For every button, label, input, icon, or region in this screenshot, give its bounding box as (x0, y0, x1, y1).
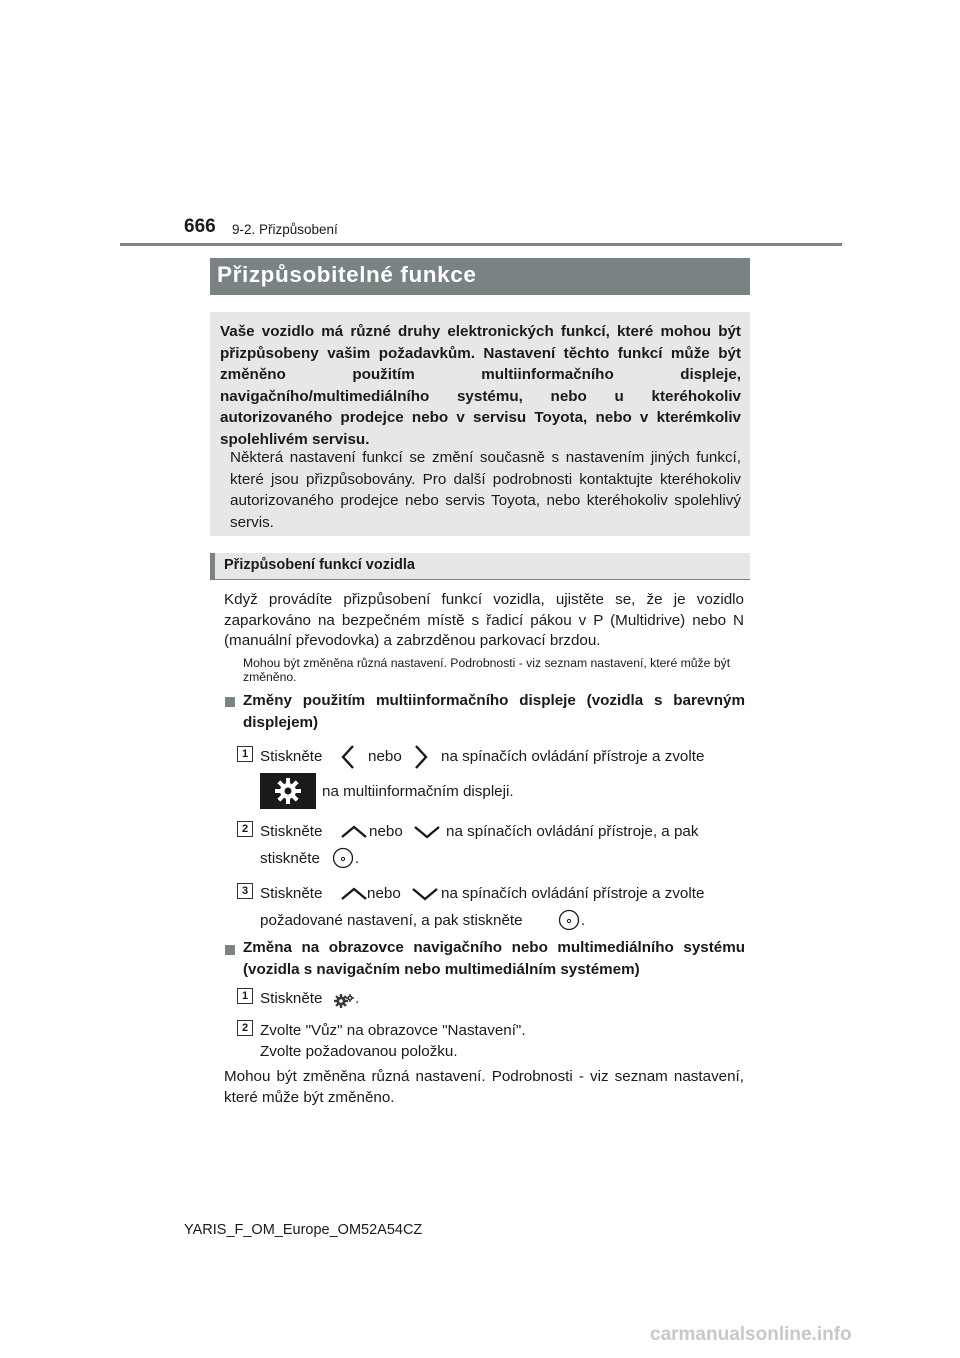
step-2-text-b: nebo (369, 823, 403, 840)
intro-note: Některá nastavení funkcí se změní současně s nastavením jiných funkcí, které jsou přizpůsobovány. Pro další podrobnosti kontaktujte kteréhokoliv autorizovaného prodejce nebo servis Toyota, nebo kteréhokoliv spolehlivý servis. (230, 449, 741, 531)
mid-display-heading: Změny použitím multiinformačního displeje (vozidla s barevným displejem) (243, 692, 745, 731)
settings-display-icon (260, 773, 316, 809)
up-arrow-icon (340, 886, 368, 902)
step-3-text-c: na spínačích ovládání přístroje a zvolte (441, 885, 705, 902)
gear-icon (260, 773, 316, 809)
nav-step-2-text-b: Zvolte požadovanou položku. (260, 1043, 458, 1060)
watermark: carmanualsonline.info (650, 1324, 852, 1345)
step-2-text-e: . (355, 850, 360, 867)
intro-text: Vaše vozidlo má různé druhy elektronických funkcí, které mohou být přizpůsobeny vašim požadavkům. Nastavení těchto funkcí může být změněno použitím multiinformačního displeje, navigačního/multimediálního systému, nebo u kteréhokoliv autorizovaného prodejce nebo v servisu Toyota, nebo v kterémkoliv spolehlivém servisu. (220, 323, 741, 448)
section-divider (210, 579, 750, 580)
up-arrow-icon (340, 824, 368, 840)
document-footer-code: YARIS_F_OM_Europe_OM52A54CZ (184, 1222, 423, 1238)
square-bullet-icon (225, 697, 235, 707)
header-divider (120, 243, 842, 246)
nav-step-1-text-a: Stiskněte (260, 990, 323, 1007)
step-1-text-a: Stiskněte (260, 748, 323, 765)
closing-paragraph: Mohou být změněna různá nastavení. Podrobnosti - viz seznam nastavení, které může být změněno. (224, 1068, 744, 1106)
nav-system-heading: Změna na obrazovce navigačního nebo multimediálního systému (vozidla s navigačním nebo multimediálním systémem) (243, 939, 745, 978)
step-3-text-d: požadované nastavení, a pak stiskněte (260, 912, 523, 929)
intro-box (210, 312, 750, 536)
step-1-text-d: na multiinformačním displeji. (322, 783, 514, 800)
nav-step-2-text-a: Zvolte "Vůz" na obrazovce "Nastavení". (260, 1022, 526, 1039)
settings-gear-icon (333, 992, 355, 1008)
ok-button-icon (558, 909, 580, 931)
step-3-text-b: nebo (367, 885, 401, 902)
step-1-text-b: nebo (368, 748, 402, 765)
settings-note: Mohou být změněna různá nastavení. Podrobnosti - viz seznam nastavení, které může být změněno. (243, 656, 731, 684)
left-arrow-icon (340, 744, 356, 770)
section-heading-accent (210, 553, 215, 579)
step-2-text-d: stiskněte (260, 850, 320, 867)
page-number: 666 (184, 216, 216, 237)
step-3-text-a: Stiskněte (260, 885, 323, 902)
square-bullet-icon (225, 945, 235, 955)
down-arrow-icon (413, 824, 441, 840)
step-1-marker: 1 (237, 746, 253, 762)
right-arrow-icon (413, 744, 429, 770)
down-arrow-icon (411, 886, 439, 902)
page-title-bar (210, 258, 750, 295)
step-2-text-a: Stiskněte (260, 823, 323, 840)
page-title: Přizpůsobitelné funkce (217, 262, 477, 287)
step-2-text-c: na spínačích ovládání přístroje, a pak (446, 823, 699, 840)
step-1-text-c: na spínačích ovládání přístroje a zvolte (441, 748, 705, 765)
step-3-text-e: . (581, 912, 586, 929)
section-reference: 9-2. Přizpůsobení (232, 222, 338, 237)
nav-step-1-text-b: . (355, 990, 360, 1007)
ok-button-icon (332, 847, 354, 869)
step-3-marker: 3 (237, 883, 253, 899)
section-heading: Přizpůsobení funkcí vozidla (224, 557, 415, 573)
safety-paragraph: Když provádíte přizpůsobení funkcí vozidla, ujistěte se, že je vozidlo zaparkováno na bezpečném místě s řadicí pákou v P (Multidrive) nebo N (manuální převodovka) a zabrzděnou parkovací brzdou. (224, 591, 744, 649)
nav-step-1-marker: 1 (237, 988, 253, 1004)
nav-step-2-marker: 2 (237, 1020, 253, 1036)
step-2-marker: 2 (237, 821, 253, 837)
section-heading-bar (210, 553, 750, 579)
